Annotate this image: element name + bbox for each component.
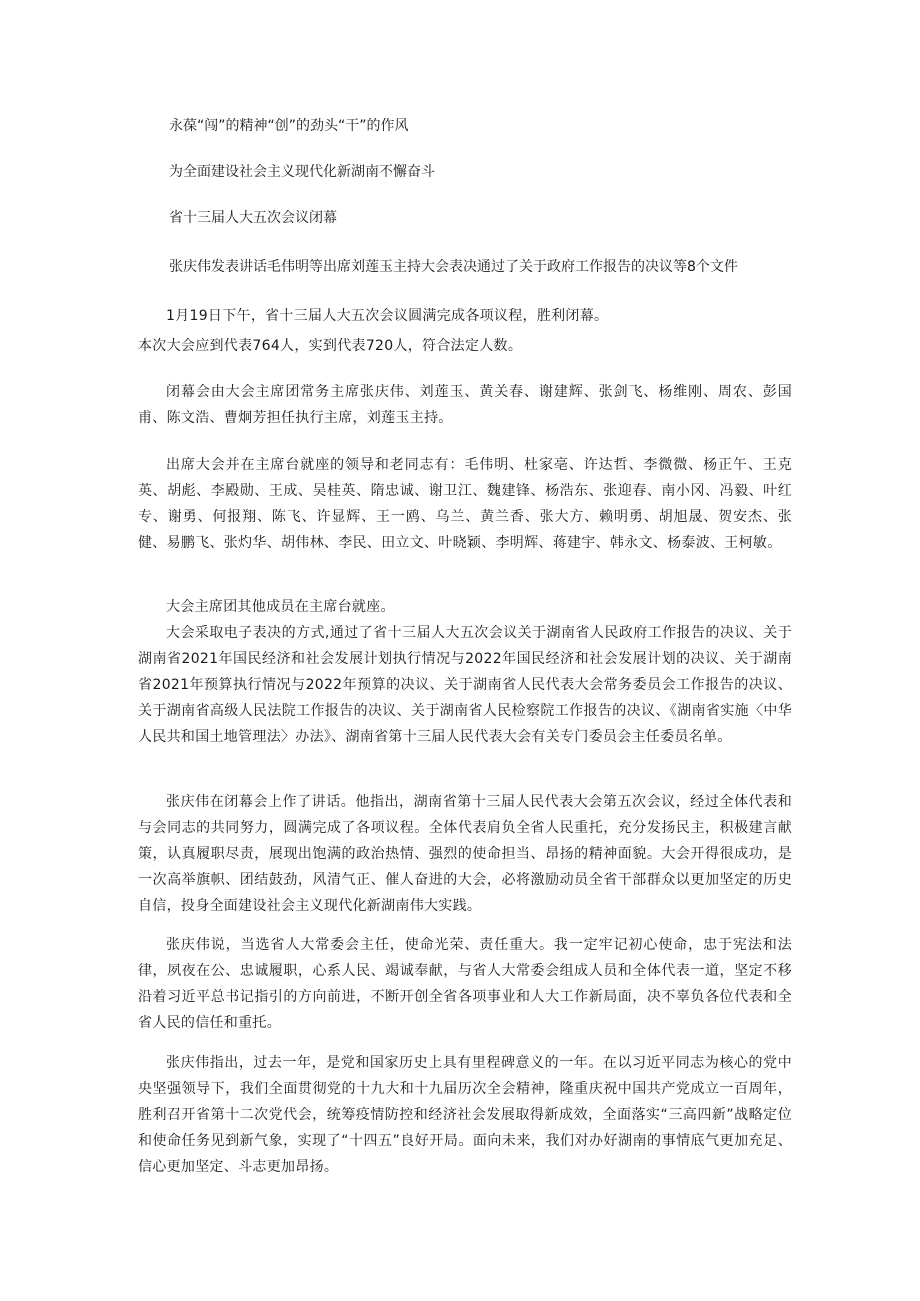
headline-subtitle: 为全面建设社会主义现代化新湖南不懈奋斗: [169, 164, 435, 180]
paragraph-attendance: 本次大会应到代表764人，实到代表720人，符合法定人数。: [138, 338, 523, 354]
paragraph-closing: 1月19日下午，省十三届人大五次会议圆满完成各项议程，胜利闭幕。: [166, 308, 609, 324]
headline-title: 省十三届人大五次会议闭幕: [169, 210, 337, 226]
paragraph-presidium: 闭幕会由大会主席团常务主席张庆伟、刘莲玉、黄关春、谢建辉、张剑飞、杨维刚、周农、彭国甫、陈文浩、曹炯芳担任执行主席，刘莲玉主持。: [138, 384, 792, 426]
paragraph-resolutions: 大会采取电子表决的方式,通过了省十三届人大五次会议关于湖南省人民政府工作报告的决议、关于湖南省2021年国民经济和社会发展计划执行情况与2022年国民经济和社会发展计划的决议、关于湖南省2021年预算执行情况与2022年预算的决议、关于湖南省人民代表大会常务委员会工作报告的决议、关于湖南省高级人民法院工作报告的决议、关于湖南省人民检察院工作报告的决议、《湖南省实施〈中华人民共和国土地管理法〉办法》、湖南省第十三届人民代表大会有关专门委员会主任委员名单。: [138, 625, 792, 745]
paragraph-presidium-members: 大会主席团其他成员在主席台就座。: [166, 599, 395, 615]
paragraph-attendees: 出席大会并在主席台就座的领导和老同志有：毛伟明、杜家亳、许达哲、李微微、杨正午、王克英、胡彪、李殿勋、王成、吴桂英、隋忠诚、谢卫江、魏建锋、杨浩东、张迎春、南小冈、冯毅、叶红专、谢勇、何报翔、陈飞、许显辉、王一鸥、乌兰、黄兰香、张大方、赖明勇、胡旭晟、贺安杰、张健、易鹏飞、张灼华、胡伟林、李民、田立文、叶晓颖、李明辉、蒋建宇、韩永文、杨泰波、王柯敏。: [138, 457, 792, 551]
headline-slogan: 永葆“闯”的精神“创”的劲头“干”的作风: [169, 118, 409, 134]
paragraph-review: 张庆伟指出，过去一年，是党和国家历史上具有里程碑意义的一年。在以习近平同志为核心的党中央坚强领导下，我们全面贯彻党的十九大和十九届历次全会精神，隆重庆祝中国共产党成立一百周年，胜利召开省第十二次党代会，统筹疫情防控和经济社会发展取得新成效，全面落实“三高四新”战略定位和使命任务见到新气象，实现了“十四五”良好开局。面向未来，我们对办好湖南的事情底气更加充足、信心更加坚定、斗志更加昂扬。: [138, 1055, 792, 1175]
paragraph-speech: 张庆伟在闭幕会上作了讲话。他指出，湖南省第十三届人民代表大会第五次会议，经过全体代表和与会同志的共同努力，圆满完成了各项议程。全体代表肩负全省人民重托，充分发扬民主，积极建言献策，认真履职尽责，展现出饱满的政治热情、强烈的使命担当、昂扬的精神面貌。大会开得很成功，是一次高举旗帜、团结鼓劲，风清气正、催人奋进的大会，必将激励动员全省干部群众以更加坚定的历史自信，投身全面建设社会主义现代化新湖南伟大实践。: [138, 794, 792, 914]
paragraph-mission: 张庆伟说，当选省人大常委会主任，使命光荣、责任重大。我一定牢记初心使命，忠于宪法和法律，夙夜在公、忠诚履职，心系人民、竭诚奉献，与省人大常委会组成人员和全体代表一道，坚定不移沿着习近平总书记指引的方向前进，不断开创全省各项事业和人大工作新局面，决不辜负各位代表和全省人民的信任和重托。: [138, 937, 792, 1031]
headline-summary: 张庆伟发表讲话毛伟明等出席刘莲玉主持大会表决通过了关于政府工作报告的决议等8个文件: [169, 259, 738, 275]
